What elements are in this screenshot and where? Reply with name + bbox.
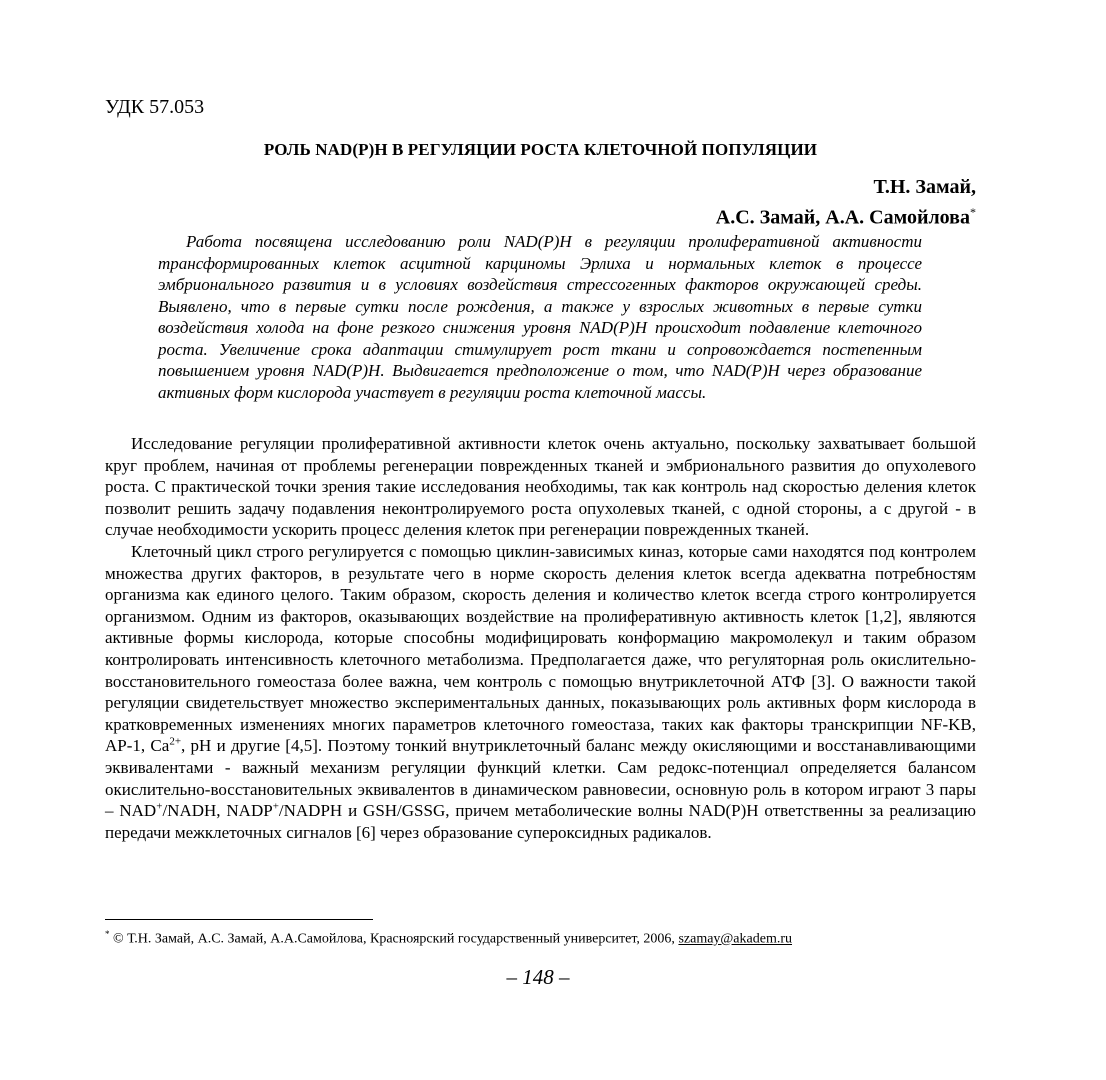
superscript-nadp-plus: + [272, 800, 279, 813]
paragraph-2-part-c: /NADH, NADP [162, 801, 273, 821]
superscript-ca-charge: 2+ [169, 735, 182, 748]
authors-block [716, 175, 976, 231]
abstract [158, 231, 922, 403]
page-number: – 148 – [506, 965, 570, 989]
footnote [105, 929, 792, 948]
article-title: РОЛЬ NAD(P)H В РЕГУЛЯЦИИ РОСТА КЛЕТОЧНОЙ ПОПУЛЯЦИИ [263, 140, 818, 159]
abstract-text: Работа посвящена исследованию роли NAD(P)H в регуляции пролиферативной активности трансформированных клеток асцитной карциномы Эрлиха и нормальных клеток в процессе эмбрионального развития и в условиях воздействия стрессогенных факторов окружающей среды. Выявлено, что в первые сутки после рождения, а также у взрослых животных в первые сутки воздействия холода на фоне резкого снижения уровня NAD(P)H происходит подавление клеточного роста. Увеличение срока адаптации стимулирует рост ткани и сопровождается постепенным повышением уровня NAD(P)H. Выдвигается предположение о том, что NAD(P)H через образование активных форм кислорода участвует в регуляции роста клеточной массы. [158, 232, 922, 402]
body-text [105, 433, 976, 843]
footnote-mark: * [105, 929, 110, 939]
footnote-text: © Т.Н. Замай, А.С. Замай, А.А.Самойлова, Красноярский государственный университет, 2006, [109, 931, 679, 947]
authors-line-2-text: А.С. Замай, А.А. Самойлова [715, 206, 970, 229]
superscript-nad-plus: + [156, 800, 163, 813]
footnote-email-link[interactable]: szamay@akadem.ru [678, 931, 793, 947]
footnote-divider [105, 919, 373, 920]
udc-code: УДК 57.053 [105, 96, 205, 118]
paragraph-2-part-d: /NADPH и GSH/GSSG, причем метаболические волны NAD(P)H ответственны за реализацию передачи межклеточных сигналов [6] через образование супероксидных радикалов. [105, 801, 977, 842]
paragraph-2-part-b: , pH и другие [4,5]. Поэтому тонкий внутриклеточный баланс между окисляющими и восстанавливающими эквивалентами - важный механизм регуляции функций клетки. Сам редокс-потенциал определяется балансом окислительно-восстановительных эквивалентов в динамическом равновесии, основную роль в котором играют 3 пары – NAD [105, 736, 977, 821]
authors-line-2 [716, 200, 976, 231]
paragraph-1: Исследование регуляции пролиферативной активности клеток очень актуально, поскольку захватывает большой круг проблем, начиная от проблемы регенерации поврежденных тканей и эмбрионального развития до опухолевого роста. С практической точки зрения такие исследования необходимы, так как контроль над скоростью деления клеток позволит решить задачу подавления неконтролируемого роста опухолевых тканей, с одной стороны, а с другой - в случае необходимости ускорить процесс деления клеток при регенерации поврежденных тканей. [105, 434, 976, 540]
paragraph-2-part-a: Клеточный цикл строго регулируется с помощью циклин-зависимых киназ, которые сами находятся под контролем множества других факторов, в результате чего в норме скорость деления клеток всегда адекватна потребностям организма как единого целого. Таким образом, скорость деления и количество клеток всегда строго контролируется организмом. Одним из факторов, оказывающих воздействие на пролиферативную активность клеток [1,2], являются активные формы кислорода, которые способны модифицировать конформацию макромолекул и таким образом контролировать интенсивность клеточного метаболизма. Предполагается даже, что регуляторная роль окислительно-восстановительного гомеостаза более важна, чем контроль с помощью внутриклеточной АТФ [3]. О важности такой регуляции свидетельствует множество экспериментальных данных, показывающих роль активных форм кислорода в кратковременных изменениях многих параметров клеточного гомеостаза, таких как факторы транскрипции NF-KB, AP-1, Ca [105, 541, 976, 756]
authors-line-1: Т.Н. Замай, [873, 176, 976, 198]
author-footnote-mark: * [970, 205, 976, 219]
paragraph-2 [105, 541, 976, 843]
